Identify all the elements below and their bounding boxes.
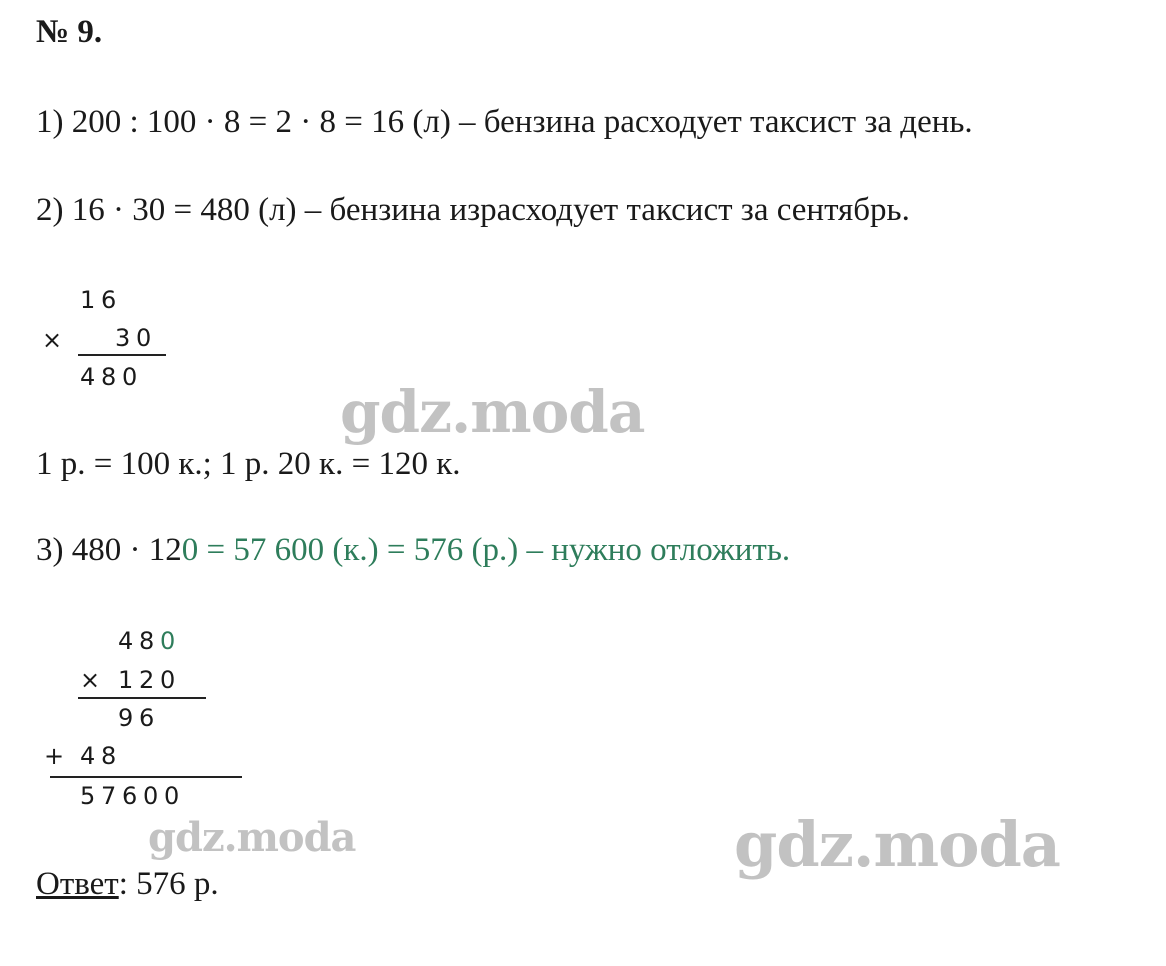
col2-partial-2 [80, 742, 122, 770]
answer-label: Ответ [36, 866, 119, 902]
answer [36, 866, 219, 903]
col1-multiplier [115, 324, 157, 352]
col1-sign: × [42, 326, 63, 354]
unit-conversion: 1 р. = 100 к.; 1 р. 20 к. = 120 к. [36, 446, 461, 482]
col2-result [80, 782, 185, 810]
digit: 8 [101, 363, 117, 391]
digit: 2 [139, 666, 155, 694]
col2-sign: × [80, 666, 101, 694]
digit: 8 [101, 742, 117, 770]
digit: 0 [160, 666, 176, 694]
digit: 4 [80, 363, 96, 391]
digit: 0 [143, 782, 159, 810]
digit: 8 [139, 627, 155, 655]
digit: 5 [80, 782, 96, 810]
step-3 [36, 532, 790, 569]
digit: 6 [101, 286, 117, 314]
watermark: gdz.moda [340, 378, 645, 446]
digit: 9 [118, 704, 134, 732]
watermark: gdz.moda [734, 808, 1060, 881]
col2-rule-2 [50, 776, 242, 778]
digit: 0 [164, 782, 180, 810]
step-3-part-b: 0 = 57 600 (к.) = 576 (р.) – нужно отложить. [181, 532, 791, 568]
col2-plus: + [44, 742, 65, 770]
step-1: 1) 200 : 100 · 8 = 2 · 8 = 16 (л) – бензина расходует таксист за день. [36, 104, 973, 140]
col2-partial-1 [118, 704, 160, 732]
digit: 0 [136, 324, 152, 352]
digit: 1 [80, 286, 96, 314]
digit: 0 [122, 363, 138, 391]
col2-rule-1 [78, 697, 206, 699]
watermark: gdz.moda [148, 814, 356, 861]
digit: 4 [80, 742, 96, 770]
col1-result [80, 363, 143, 391]
step-2: 2) 16 · 30 = 480 (л) – бензина израсходует таксист за сентябрь. [36, 192, 910, 228]
digit: 0 [160, 627, 176, 655]
problem-title: № 9. [36, 14, 103, 50]
digit: 4 [118, 627, 134, 655]
digit: 6 [122, 782, 138, 810]
col2-multiplier [118, 666, 181, 694]
digit: 1 [118, 666, 134, 694]
col1-multiplicand [80, 286, 122, 314]
digit: 6 [139, 704, 155, 732]
digit: 3 [115, 324, 131, 352]
answer-value: : 576 р. [118, 866, 219, 902]
col1-rule [78, 354, 166, 356]
step-3-part-a: 3) 480 · 12 [36, 532, 182, 568]
col2-multiplicand [118, 627, 181, 655]
digit: 7 [101, 782, 117, 810]
